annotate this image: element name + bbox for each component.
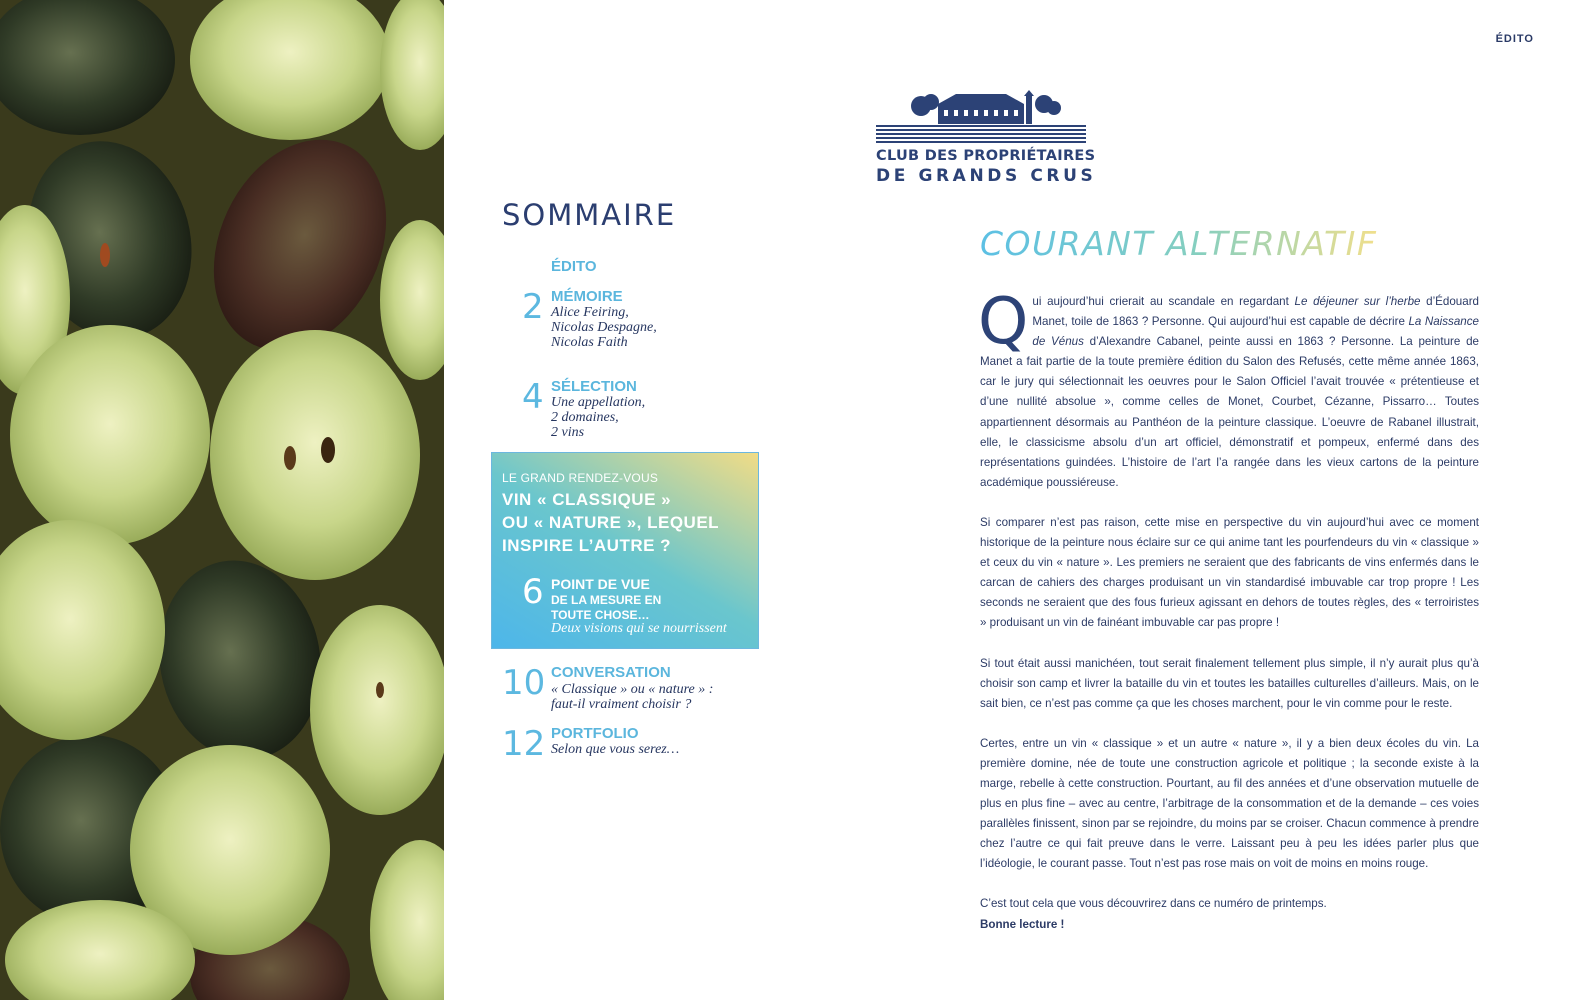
paragraph-5: C’est tout cela que vous découvrirez dans ce numéro de printemps. — [980, 897, 1327, 911]
feature-title-line: VIN « CLASSIQUE » — [502, 490, 672, 509]
paragraph-4: Certes, entre un vin « classique » et un autre « nature », il y a bien deux écoles du vin. La première domine, née de toute une construction agricole et politique ; la seconde existe à la marge, rebelle à cette construction. Pourtant, au fil des années et d’une observation mutuelle de plus en plus fine – avec au centre, l’arbitrage de la consommation et de la demande – ces voies parallèles finissent, sinon par se rejoindre, du moins par se croiser. Chacun commence à prendre chez l’autre ce qui fait preuve dans le verre. Laissant peu à peu les idées parler plus que l’idéologie, le courant passe. Tout n’est pas rose mais on voit de moins en moins rouge. — [980, 736, 1479, 871]
toc-sub-line: Selon que vous serez… — [551, 742, 680, 757]
toc-sub-line: faut-il vraiment choisir ? — [551, 697, 692, 712]
sommaire-title: SOMMAIRE — [502, 198, 677, 232]
toc-sub-line: Nicolas Despagne, — [551, 320, 657, 335]
toc-sub-line: Alice Feiring, — [551, 305, 629, 320]
closing-line: Bonne lecture ! — [980, 917, 1065, 931]
toc-sub-conversation — [551, 682, 713, 712]
feature-title-line: OU « NATURE », LEQUEL — [502, 513, 720, 532]
chateau-logo-icon — [876, 90, 1086, 148]
toc-sub-line: 2 domaines, — [551, 410, 619, 425]
logo-line-1: CLUB DES PROPRIÉTAIRES — [876, 148, 1096, 164]
feature-head: POINT DE VUE — [551, 576, 650, 592]
feature-kicker: LE GRAND RENDEZ-VOUS — [502, 471, 659, 485]
toc-num-memoire: 2 — [522, 287, 544, 327]
dropcap: Q — [978, 285, 1029, 359]
feature-sub-line: DE LA MESURE EN — [551, 593, 662, 607]
toc-sub-line: Nicolas Faith — [551, 335, 628, 350]
feature-title-line: INSPIRE L’AUTRE ? — [502, 536, 672, 555]
text-run: d’Alexandre Cabanel, peinte aussi en 1863 ? Personne. La peinture de Manet a fait partie de la toute première édition du Salon des Refusés, cette même année 1863, car le jury qui sélectionnait les oeuvres pour le Salon Officiel l’avait trouvée « prétentieuse et d’une nullité absolue », comme celles de Monet, Courbet, Cézanne, Pissarro… Toutes appartiennent désormais au Panthéon de la peinture classique. L’oeuvre de Rabanel illustrait, elle, le classicisme absolu d’un art officiel, démonstratif et pompeux, enfermé dans des représentations guindées. L’histoire de l’art l’a rangée dans les vieux cartons de la peinture académique poussiéreuse. — [980, 335, 1479, 489]
article-title: COURANT ALTERNATIF — [980, 224, 1378, 263]
toc-item-memoire[interactable]: MÉMOIRE — [551, 288, 623, 305]
paragraph-2: Si comparer n’est pas raison, cette mise en perspective du vin aujourd’hui avec ce moment historique de la peinture nous éclaire sur ce qui anime tant les pourfendeurs du vin « classique » et ceux du vin « nature ». Les premiers ne seraient que des fabricants de vins enfermés dans le carcan de cahiers des charges produisant un vin standardisé imbuvable car trop propre ! Les seconds ne seraient que des fous furieux agissant en dehors de toutes règles, des « terroiristes » produisant un vin de fainéant imbuvable car pas propre ! — [980, 515, 1479, 630]
toc-item-edito[interactable]: ÉDITO — [551, 258, 597, 275]
toc-sub-line: Une appellation, — [551, 395, 646, 410]
text-run: ui aujourd’hui crierait au scandale en regardant — [1032, 295, 1295, 308]
editorial-body — [978, 285, 1480, 955]
toc-sub-portfolio — [551, 742, 679, 757]
logo-line-2: DE GRANDS CRUS — [876, 166, 1097, 186]
toc-num-conversation: 10 — [502, 663, 546, 703]
section-tag: ÉDITO — [1495, 33, 1534, 45]
grapes-photo — [0, 0, 444, 1000]
toc-sub-line: 2 vins — [551, 425, 585, 440]
feature-title — [502, 488, 752, 557]
text-run: d’Édouard Manet, toile de 1863 ? Personne. Qui aujourd’hui est capable de décrire — [1032, 295, 1480, 329]
feature-sub-line: TOUTE CHOSE… — [551, 608, 650, 622]
feature-sub — [551, 593, 661, 623]
toc-item-selection[interactable]: SÉLECTION — [551, 378, 637, 395]
artwork-title: La Naissance de Vénus — [1032, 315, 1479, 349]
toc-feature-box[interactable] — [491, 452, 759, 649]
artwork-title: Le déjeuner sur l’herbe — [1294, 295, 1421, 308]
toc-sub-line: « Classique » ou « nature » : — [551, 682, 714, 697]
feature-italic: Deux visions qui se nourrissent — [551, 621, 727, 636]
paragraph-1 — [978, 285, 1480, 493]
feature-num: 6 — [522, 572, 544, 612]
toc-sub-memoire — [551, 305, 657, 350]
toc-item-portfolio[interactable]: PORTFOLIO — [551, 725, 639, 742]
club-logo — [876, 90, 1097, 190]
toc-sub-selection — [551, 395, 645, 440]
toc-num-portfolio: 12 — [502, 724, 546, 764]
paragraph-3: Si tout était aussi manichéen, tout serait finalement tellement plus simple, il n’y aurait plus qu’à choisir son camp et livrer la bataille du vin et toutes les batailles culturelles d’ailleurs. Mais, on le sait bien, ce n’est pas comme ça que les choses marchent, pour le vin comme pour le reste. — [980, 656, 1479, 710]
grapes-illustration — [0, 0, 444, 1000]
toc-item-conversation[interactable]: CONVERSATION — [551, 664, 671, 681]
toc-num-selection: 4 — [522, 377, 544, 417]
